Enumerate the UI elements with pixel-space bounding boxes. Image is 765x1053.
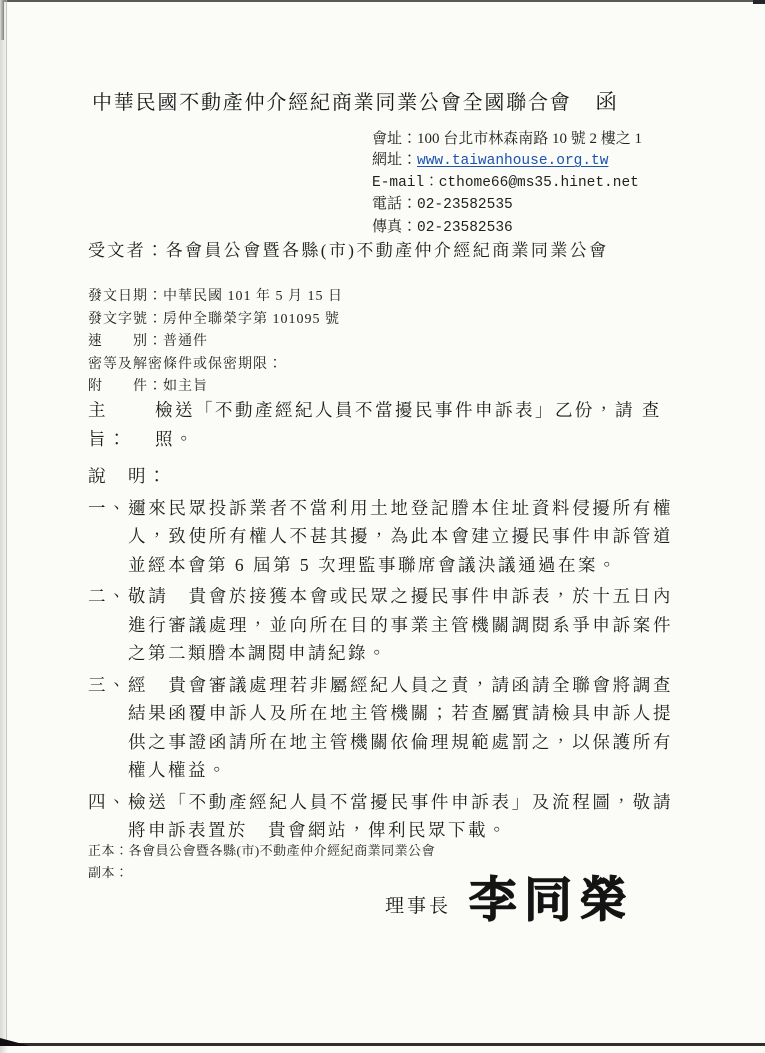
scan-artifact-top-edge [0,0,765,2]
item-text: 邇來民眾投訴業者不當利用土地登記謄本住址資料侵擾所有權人，致使所有權人不甚其擾，為此本會建立擾民事件申訴管道並經本會第 6 屆第 5 次理監事聯席會議決議通過在案。 [128,497,673,575]
item-number: 二、 [88,586,128,606]
item-number: 一、 [88,497,128,518]
scan-artifact-topright-mark [753,0,765,4]
issue-date-line: 發文日期：中華民國 101 年 5 月 15 日 [88,289,343,304]
item-text: 經 貴會審議處理若非屬經紀人員之責，請函請全聯會將調查結果函覆申訴人及所在地主管機關；若查屬實請檢具申訴人提供之事證函請所在地主管機關依倫理規範處罰之，以保護所有權人權益。 [128,674,673,780]
explanation-item-3 [88,671,688,785]
scan-artifact-left-hairline [6,0,7,1044]
signature-block [385,874,635,927]
fax-value: 02-23582536 [417,219,513,236]
scan-artifact-bottom-edge [0,1043,765,1046]
subject-section [88,396,688,453]
item-text: 敬請 貴會於接獲本會或民眾之擾民事件申訴表，於十五日內進行審議處理，並向所在目的事業主管機關調閱系爭申訴案件之第二類謄本調閱申請紀錄。 [128,586,673,663]
organization-title: 中華民國不動產仲介經紀商業同業公會全國聯合會 [92,92,572,114]
priority-line: 速 別：普通件 [88,334,208,350]
email-label: E-mail： [372,174,439,191]
security-classification-line: 密等及解密條件或保密期限： [88,356,283,372]
subject-line-1: 檢送「不動產經紀人員不當擾民事件申訴表」乙份，請 查 [155,400,662,420]
phone-value: 02-23582535 [417,197,513,214]
recipient-line: 受文者：各會員公會暨各縣(市)不動產仲介經紀商業同業公會 [88,241,609,260]
reference-number-line: 發文字號：房仲全聯榮字第 101095 號 [88,311,340,327]
document-type-label: 函 [595,90,619,114]
subject-label: 主 旨： [88,400,128,449]
signer-title: 理事長 [385,896,452,917]
address-line [372,129,642,150]
letter-body [88,396,688,845]
website-line [372,150,642,172]
email-value: cthome66@ms35.hinet.net [438,174,639,191]
website-link[interactable]: www.taiwanhouse.org.tw [417,153,609,170]
explanation-label: 說 明： [88,466,168,486]
address-label: 會址： [372,131,418,147]
contact-block [372,129,642,239]
subject-line-2: 照。 [155,428,195,449]
fax-label: 傳真： [372,218,418,235]
item-number: 三、 [88,674,128,695]
attachment-line: 附 件：如主旨 [88,379,208,395]
explanation-item-2 [88,582,688,668]
cc-copy-line: 副本： [88,865,129,880]
explanation-item-1 [88,494,688,580]
signer-name: 李同榮 [469,874,635,927]
document-meta-block [88,286,343,399]
item-text: 檢送「不動產經紀人員不當擾民事件申訴表」及流程圖，敬請將申訴表置於 貴會網站，俾利民眾下載。 [128,791,673,840]
phone-line [372,194,642,216]
copies-block [88,840,435,884]
explanation-item-4 [88,788,688,845]
subject-text [155,396,683,453]
original-copy-line: 正本：各會員公會暨各縣(市)不動產仲介經紀商業同業公會 [88,843,436,858]
item-number: 四、 [88,791,128,812]
address-value: 100 台北市林森南路 10 號 2 樓之 1 [417,131,643,147]
letter-title-row [92,86,618,116]
phone-label: 電話： [372,196,418,213]
website-label: 網址： [372,152,418,169]
scan-artifact-bottom-wedge [0,1038,30,1046]
email-line [372,173,642,194]
